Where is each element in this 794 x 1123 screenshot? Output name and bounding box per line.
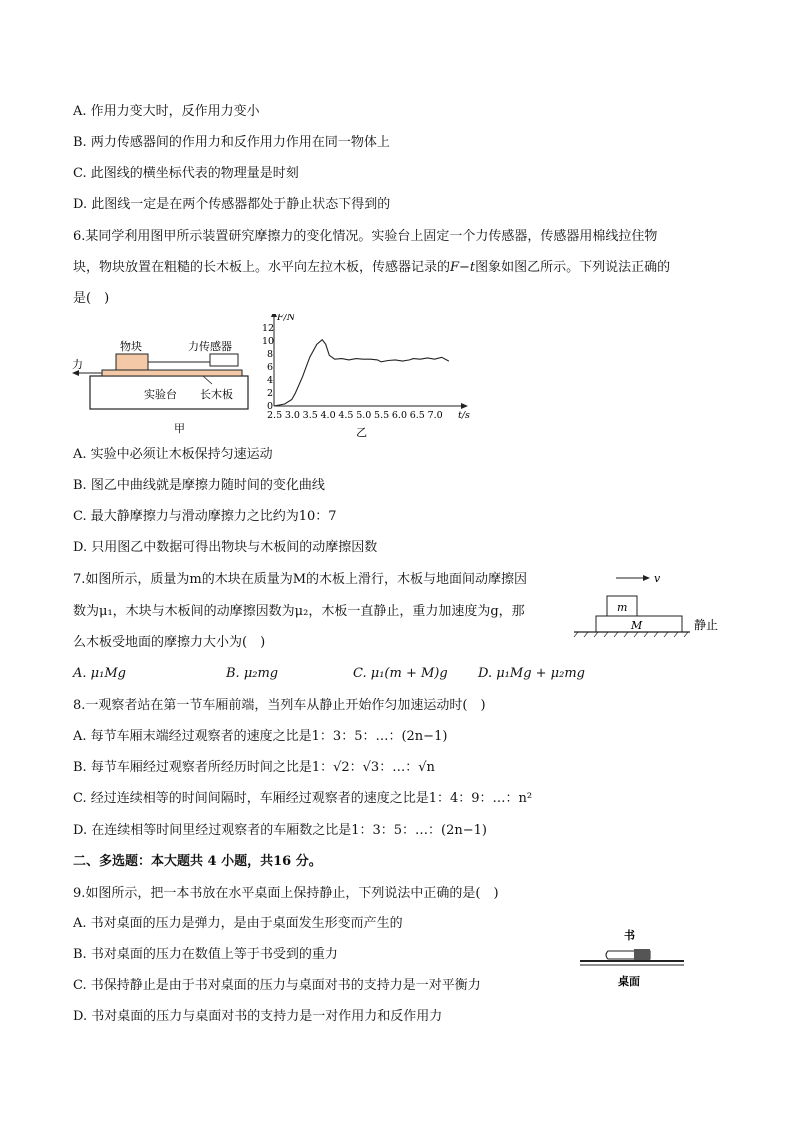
q5-option-c: C. 此图线的横坐标代表的物理量是时刻	[73, 166, 299, 181]
x-tick-label: 6.5	[409, 410, 425, 421]
y-tick-label: 2	[267, 388, 274, 399]
q6-option-a: A. 实验中必须让木板保持匀速运动	[73, 447, 273, 462]
x-tick-label: 2.5	[267, 410, 283, 421]
q9-option-d: D. 书对桌面的压力与桌面对书的支持力是一对作用力和反作用力	[73, 1009, 443, 1024]
q6-option-b: B. 图乙中曲线就是摩擦力随时间的变化曲线	[73, 478, 325, 493]
x-tick-label: 6.0	[391, 410, 408, 421]
ground-hatch	[574, 632, 688, 637]
q7-stem-line3: 么木板受地面的摩擦力大小为( )	[73, 635, 266, 650]
q8-option-b: B. 每节车厢经过观察者所经历时间之比是1：√2：√3：…：√n	[73, 760, 435, 775]
velocity-arrowhead	[643, 575, 650, 581]
q7-stem-line2: 数为μ₁，木块与木板间的动摩擦因数为μ₂，木板一直静止，重力加速度为g，那	[73, 604, 525, 619]
y-tick-label: 0	[267, 401, 274, 412]
force-sensor	[210, 354, 238, 366]
q7-stem-line1: 7.如图所示，质量为m的木块在质量为M的木板上滑行，木板与地面间动摩擦因	[73, 572, 528, 587]
q5-option-d: D. 此图线一定是在两个传感器都处于静止状态下得到的	[73, 197, 391, 212]
x-tick-label: 3.5	[302, 410, 318, 421]
x-tick-label: 5.5	[374, 410, 390, 421]
q6-option-c: C. 最大静摩擦力与滑动摩擦力之比约为10：7	[73, 509, 337, 524]
y-tick-label: 12	[262, 323, 275, 334]
q6-stem-math: F−t	[450, 260, 476, 275]
q6-stem-line2-a: 块，物块放置在粗糙的长木板上。水平向左拉木板，传感器记录的	[73, 260, 451, 275]
q9-stem: 9.如图所示，把一本书放在水平桌面上保持静止，下列说法中正确的是( )	[73, 886, 499, 901]
q8-option-a: A. 每节车厢末端经过观察者的速度之比是1：3：5：…：(2n−1)	[73, 729, 448, 744]
section-heading-multi: 二、多选题：本大题共 4 小题，共16 分。	[73, 854, 322, 869]
label-sensor: 力传感器	[188, 340, 232, 353]
q7-option-b: B. μ₂mg	[226, 666, 279, 681]
y-tick-label: 4	[267, 375, 274, 386]
label-force: 力	[72, 358, 83, 371]
y-tick-label: 8	[267, 349, 274, 360]
q9-option-b: B. 书对桌面的压力在数值上等于书受到的重力	[73, 947, 338, 962]
q9-option-c: C. 书保持静止是由于书对桌面的压力与桌面对书的支持力是一对平衡力	[73, 978, 481, 993]
q6-stem-line1: 6.某同学利用图甲所示装置研究摩擦力的变化情况。实验台上固定一个力传感器，传感器用棉线拉住物	[73, 229, 658, 244]
long-board	[102, 370, 242, 376]
y-axis-label: F/N	[277, 314, 296, 323]
q5-option-b: B. 两力传感器间的作用力和反作用力作用在同一物体上	[73, 135, 390, 150]
label-book: 书	[624, 929, 635, 942]
q9-option-a: A. 书对桌面的压力是弹力，是由于桌面发生形变而产生的	[73, 916, 403, 931]
label-table: 实验台	[144, 388, 177, 401]
label-desk: 桌面	[618, 975, 640, 988]
q8-option-d: D. 在连续相等时间里经过观察者的车厢数之比是1：3：5：…：(2n−1)	[73, 823, 487, 838]
series-line-f	[274, 340, 449, 406]
q8-stem: 8.一观察者站在第一节车厢前端，当列车从静止开始作匀加速运动时( )	[73, 698, 486, 713]
y-tick-label: 10	[262, 336, 275, 347]
q5-option-a: A. 作用力变大时，反作用力变小	[73, 104, 260, 119]
book-pages	[634, 949, 650, 961]
q7-figure	[572, 566, 732, 638]
block	[116, 354, 148, 370]
label-M: M	[631, 619, 643, 632]
x-tick-label: 5.0	[356, 410, 372, 421]
q7-option-d: D. μ₁Mg + μ₂mg	[478, 666, 585, 681]
q7-option-c: C. μ₁(m + M)g	[353, 666, 448, 681]
q6-stem-line2-b: 图象如图乙所示。下列说法正确的	[475, 260, 671, 275]
label-board: 长木板	[200, 388, 233, 401]
q6-figure-a	[70, 328, 270, 438]
label-block: 物块	[120, 340, 142, 353]
label-v: v	[654, 572, 661, 585]
q6-option-d: D. 只用图乙中数据可得出物块与木板间的动摩擦因数	[73, 540, 378, 555]
x-tick-label: 7.0	[427, 410, 443, 421]
x-axis-label: t/s	[458, 410, 470, 421]
q7-option-a: A. μ₁Mg	[73, 666, 126, 681]
y-tick-label: 6	[267, 362, 274, 373]
q6-stem-line2	[73, 259, 670, 277]
x-tick-label: 4.0	[320, 410, 336, 421]
q9-figure	[574, 925, 694, 991]
q6-stem-line3: 是( )	[73, 291, 110, 306]
label-m: m	[617, 601, 628, 614]
x-tick-label: 3.0	[284, 410, 300, 421]
q6-chart	[262, 314, 482, 438]
x-axis-arrow	[461, 403, 468, 409]
x-tick-label: 4.5	[338, 410, 354, 421]
label-still: 静止	[694, 618, 719, 632]
caption-a: 甲	[174, 422, 185, 435]
q8-option-c: C. 经过连续相等的时间间隔时，车厢经过观察者的速度之比是1：4：9：…：n²	[73, 791, 533, 806]
chart-caption: 乙	[356, 426, 368, 438]
